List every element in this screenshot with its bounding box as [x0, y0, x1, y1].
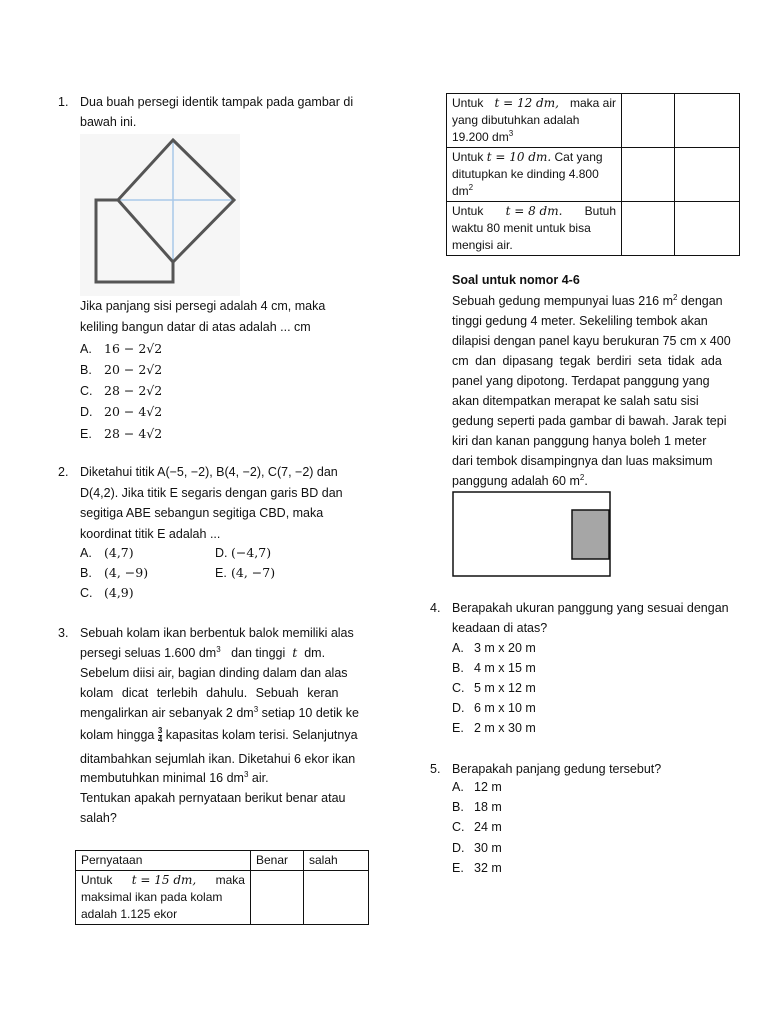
- q5-option-b-text: 18 m: [474, 800, 502, 814]
- statement-t8-untuk: Untuk: [452, 204, 484, 218]
- q3-statement-table: [75, 850, 369, 925]
- q2-line4: koordinat titik E adalah ...: [80, 527, 221, 541]
- answer-benar-cell[interactable]: [622, 202, 675, 256]
- q3-line8-b: air.: [251, 771, 269, 785]
- statement-t10-value: t = 10 dm.: [486, 150, 552, 164]
- q3-line10: salah?: [80, 811, 117, 825]
- soal46-line4: cm dan dipasang tegak berdiri seta tidak ada: [452, 354, 722, 368]
- q1-text-line2: bawah ini.: [80, 115, 137, 129]
- statement-t15-line1: [81, 872, 245, 889]
- q4-option-a-letter: A.: [452, 641, 464, 655]
- q1-option-b-letter: B.: [80, 363, 92, 377]
- table-row: [447, 202, 740, 256]
- soal46-line8: kiri dan kanan panggung hanya boleh 1 meter: [452, 434, 707, 448]
- answer-salah-cell[interactable]: [675, 94, 740, 148]
- q3-line8-sup: 3: [243, 769, 249, 779]
- q3-fraction-den: 4: [157, 735, 163, 745]
- q3-line2-t: t: [292, 645, 298, 660]
- q3-line5-b: setiap 10 detik ke: [261, 706, 359, 720]
- q5-number: 5.: [430, 762, 441, 776]
- q3-line1: Sebuah kolam ikan berbentuk balok memiliki alas: [80, 626, 354, 640]
- q3-line6-b: kapasitas kolam terisi. Selanjutnya: [165, 728, 358, 742]
- statement-t12-maka: maka air: [569, 96, 616, 110]
- q3-line6: [80, 725, 358, 745]
- statement-t12-untuk: Untuk: [452, 96, 484, 110]
- header-pernyataan: Pernyataan: [76, 851, 251, 871]
- q5-option-c-letter: C.: [452, 820, 465, 834]
- q2-line2: D(4,2). Jika titik E segaris dengan garis BD dan: [80, 486, 343, 500]
- q5-line1: Berapakah panjang gedung tersebut?: [452, 762, 662, 776]
- soal46-line1-a: Sebuah gedung mempunyai luas 216 m: [452, 294, 673, 308]
- two-squares-figure: [80, 134, 240, 296]
- statement-cell-t10: [447, 148, 622, 202]
- table-header-row: [76, 851, 369, 871]
- statement-cell-t8: [447, 202, 622, 256]
- q3-line5-a: mengalirkan air sebanyak 2 dm: [80, 706, 254, 720]
- soal46-line6: akan ditempatkan merapat ke salah satu sisi: [452, 394, 699, 408]
- q1-option-d-text: 20 − 4√2: [104, 404, 163, 419]
- statement-t8-value: t = 8 dm.: [505, 204, 563, 218]
- q2-option-d-letter: D.: [215, 546, 228, 560]
- answer-salah-cell[interactable]: [675, 202, 740, 256]
- statement-t8-line2: waktu 80 menit untuk bisa: [452, 221, 591, 235]
- q3-line2-b: dan tinggi: [231, 646, 286, 660]
- soal46-line2: tinggi gedung 4 meter. Sekeliling tembok akan: [452, 314, 708, 328]
- figure-background: [80, 134, 240, 296]
- statement-t12-volume: 19.200 dm: [452, 130, 509, 144]
- statement-t12-value: t = 12 dm,: [494, 96, 559, 110]
- q3-line5: [80, 703, 359, 723]
- statement-t10-line1: [452, 149, 616, 166]
- q1-text-line1: Dua buah persegi identik tampak pada gambar di: [80, 95, 354, 109]
- statement-t8-line1: [452, 203, 616, 220]
- q3-line2-a: persegi seluas 1.600 dm: [80, 646, 217, 660]
- statement-t15-untuk: Untuk: [81, 873, 113, 887]
- statement-t12-line2: yang dibutuhkan adalah: [452, 113, 580, 127]
- q2-option-a-letter: A.: [80, 546, 92, 560]
- q4-option-d-letter: D.: [452, 701, 465, 715]
- answer-salah-cell[interactable]: [304, 871, 369, 925]
- q5-option-d-text: 30 m: [474, 841, 502, 855]
- q2-option-b-letter: B.: [80, 566, 92, 580]
- answer-salah-cell[interactable]: [675, 148, 740, 202]
- soal46-line10-sup: 2: [579, 472, 585, 482]
- q5-option-b-letter: B.: [452, 800, 464, 814]
- statement-t8-line3: mengisi air.: [452, 238, 513, 252]
- q1-option-a-text: 16 − 2√2: [104, 341, 163, 356]
- q2-option-a-text: (4,7): [104, 545, 134, 560]
- q4-option-b-letter: B.: [452, 661, 464, 675]
- soal46-line10: [452, 471, 588, 491]
- section-heading: Soal untuk nomor 4-6: [452, 273, 580, 287]
- q4-option-b-text: 4 m x 15 m: [474, 661, 536, 675]
- statement-t10-line2: ditutupkan ke dinding 4.800: [452, 167, 599, 181]
- q3-number: 3.: [58, 626, 69, 640]
- q1-desc-line1: Jika panjang sisi persegi adalah 4 cm, maka: [80, 299, 326, 313]
- statement-t15-line2: maksimal ikan pada kolam: [81, 890, 223, 904]
- q1-option-d-letter: D.: [80, 405, 93, 419]
- q3-line4: kolam dicat terlebih dahulu. Sebuah keran: [80, 686, 339, 700]
- q1-option-c-text: 28 − 2√2: [104, 383, 163, 398]
- q2-option-e-letter: E.: [215, 566, 227, 580]
- q4-option-e-letter: E.: [452, 721, 464, 735]
- q3-line3: Sebelum diisi air, bagian dinding dalam dan alas: [80, 666, 348, 680]
- answer-benar-cell[interactable]: [622, 94, 675, 148]
- statement-t15-line3: adalah 1.125 ekor: [81, 907, 178, 921]
- soal46-line1-sup: 2: [672, 292, 678, 302]
- q1-option-e-letter: E.: [80, 427, 92, 441]
- q1-option-e-text: 28 − 4√2: [104, 426, 163, 441]
- soal46-line10-b: .: [584, 474, 588, 488]
- q2-option-c-text: (4,9): [104, 585, 134, 600]
- header-benar: Benar: [251, 851, 304, 871]
- q1-option-a-letter: A.: [80, 342, 92, 356]
- stage-rectangle: [572, 510, 609, 559]
- table-row: [447, 94, 740, 148]
- statement-t10-sup: 2: [468, 183, 474, 192]
- q4-option-a-text: 3 m x 20 m: [474, 641, 536, 655]
- q4-number: 4.: [430, 601, 441, 615]
- statement-t10-untuk: Untuk: [452, 150, 484, 164]
- statement-t12-line1: [452, 95, 616, 112]
- q4-option-d-text: 6 m x 10 m: [474, 701, 536, 715]
- answer-benar-cell[interactable]: [622, 148, 675, 202]
- q1-option-c-letter: C.: [80, 384, 93, 398]
- q2-number: 2.: [58, 465, 69, 479]
- q3-line8: [80, 768, 269, 788]
- q3-fraction: [158, 727, 162, 744]
- q3-line2-sup: 3: [216, 644, 221, 654]
- q1-number: 1.: [58, 95, 69, 109]
- soal46-line1-b: dengan: [680, 294, 723, 308]
- statement-t12-sup: 3: [508, 129, 514, 138]
- q3-line2: [80, 643, 325, 663]
- q2-line3: segitiga ABE sebangun segitiga CBD, maka: [80, 506, 324, 520]
- statement-t8-butuh: Butuh: [584, 204, 616, 218]
- q2-option-e-text: (4, −7): [231, 565, 276, 580]
- q1-desc-line2: keliling bangun datar di atas adalah ... cm: [80, 320, 311, 334]
- statement-t12-line3: [452, 129, 616, 146]
- soal46-line7: gedung seperti pada gambar di bawah. Jarak tepi: [452, 414, 727, 428]
- q2-line1: Diketahui titik A(−5, −2), B(4, −2), C(7, −2) dan: [80, 465, 338, 479]
- statement-t10-line3: [452, 183, 616, 200]
- soal46-line10-a: panggung adalah 60 m: [452, 474, 580, 488]
- q3-line7: ditambahkan sejumlah ikan. Diketahui 6 ekor ikan: [80, 752, 356, 766]
- statement-t15-value: t = 15 dm,: [131, 873, 197, 887]
- q5-option-a-letter: A.: [452, 780, 464, 794]
- q3-line8-a: membutuhkan minimal 16 dm: [80, 771, 244, 785]
- soal46-line5: panel yang dipotong. Terdapat panggung yang: [452, 374, 710, 388]
- statement-table-continued: [446, 93, 740, 256]
- statement-t10-unit: dm: [452, 184, 469, 198]
- q3-line5-sup: 3: [253, 704, 259, 714]
- q3-fraction-num: 3: [157, 726, 163, 736]
- q2-option-c-letter: C.: [80, 586, 93, 600]
- statement-cell-t12: [447, 94, 622, 148]
- q4-line1: Berapakah ukuran panggung yang sesuai dengan: [452, 601, 729, 615]
- q5-option-d-letter: D.: [452, 841, 465, 855]
- q3-line2-c: dm.: [304, 646, 326, 660]
- q5-option-e-text: 32 m: [474, 861, 502, 875]
- soal46-line3: dilapisi dengan panel kayu berukuran 75 cm x 400: [452, 334, 731, 348]
- q5-option-a-text: 12 m: [474, 780, 502, 794]
- soal46-line1: [452, 291, 723, 311]
- q4-option-c-text: 5 m x 12 m: [474, 681, 536, 695]
- q1-option-b-text: 20 − 2√2: [104, 362, 163, 377]
- q3-line9: Tentukan apakah pernyataan berikut benar atau: [80, 791, 346, 805]
- q3-line6-a: kolam hingga: [80, 728, 155, 742]
- q4-option-c-letter: C.: [452, 681, 465, 695]
- building-stage-diagram: [452, 491, 612, 579]
- header-salah: salah: [304, 851, 369, 871]
- q2-option-b-text: (4, −9): [104, 565, 149, 580]
- q4-option-e-text: 2 m x 30 m: [474, 721, 536, 735]
- soal46-line9: dari tembok disampingnya dan luas maksimum: [452, 454, 713, 468]
- q2-option-d-text: (−4,7): [231, 545, 272, 560]
- table-row: [447, 148, 740, 202]
- q5-option-e-letter: E.: [452, 861, 464, 875]
- statement-t10-cat: Cat yang: [554, 150, 603, 164]
- statement-cell-t15: [76, 871, 251, 925]
- table-row: [76, 871, 369, 925]
- q4-line2: keadaan di atas?: [452, 621, 548, 635]
- q5-option-c-text: 24 m: [474, 820, 502, 834]
- statement-t15-maka: maka: [215, 873, 245, 887]
- answer-benar-cell[interactable]: [251, 871, 304, 925]
